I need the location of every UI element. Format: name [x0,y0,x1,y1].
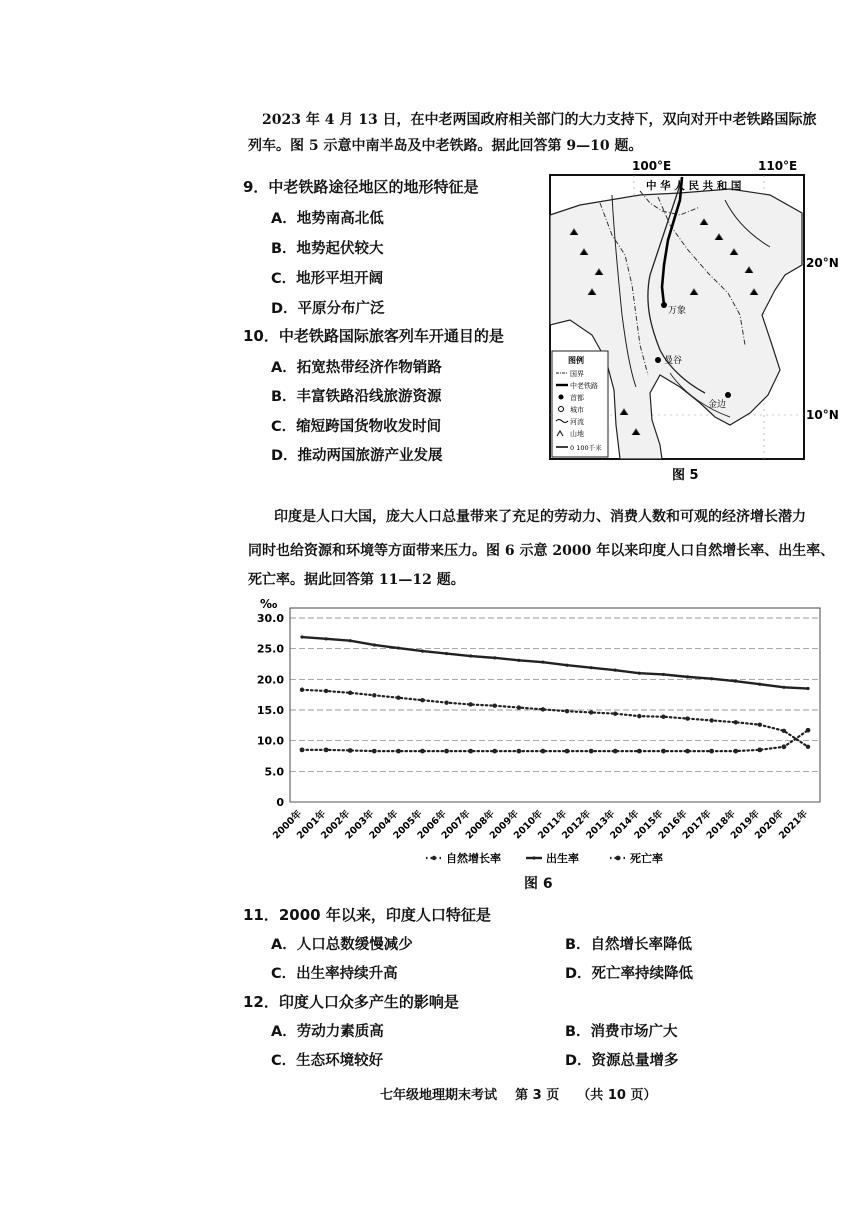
series-0-point [517,705,521,709]
legend-label: 死亡率 [630,852,663,865]
chart-x-tick-label: 2012年 [560,808,594,842]
question-11-stem: 11．2000 年以来，印度人口特征是 [243,906,491,924]
chart-grid [290,608,820,802]
question-10-option-a[interactable]: A．拓宽热带经济作物销路 [271,360,442,376]
legend-marker [616,856,621,861]
series-1-point [493,656,496,659]
chart-caption: 图 6 [524,876,553,892]
series-1-point [324,637,327,640]
phnom-penh-marker [725,392,731,398]
series-2-point [661,749,666,754]
chart-x-tick-label: 2007年 [439,808,473,842]
series-1-point [445,652,448,655]
chart-x-tick-label: 2003年 [343,808,377,842]
chart-x-tick-label: 2004年 [367,808,401,842]
question-10-option-b[interactable]: B．丰富铁路沿线旅游资源 [271,389,442,405]
series-2-point [565,749,570,754]
chart-y-ticks [257,612,284,809]
series-2-point [444,749,449,754]
chart-x-tick-label: 2013年 [584,808,618,842]
series-0-point [589,710,593,714]
series-0-point [541,707,545,711]
series-0-point [396,696,400,700]
series-0-point [468,702,472,706]
bangkok-marker [655,357,661,363]
chart-y-tick-label: 20.0 [256,673,284,687]
series-2-point [685,749,690,754]
series-1-point [517,659,520,662]
chart-x-tick-label: 2008年 [463,808,497,842]
series-2-point [637,749,642,754]
chart-y-tick-label: 5.0 [264,765,284,779]
series-2-point [613,749,618,754]
legend-item-border: 国界 [570,370,584,378]
india-population-chart [248,592,848,882]
legend-marker [532,856,535,859]
city-vientiane: 万象 [668,306,687,316]
chart-y-unit: ‰ [260,597,278,611]
series-2-point [757,747,762,752]
series-1-point [806,687,809,690]
series-0-point [758,723,762,727]
series-0-point [661,715,665,719]
question-10-option-c[interactable]: C．缩短跨国货物收发时间 [271,419,442,435]
lon-left-label: 100°E [632,159,672,173]
series-2-point [782,744,787,749]
legend-capital-swatch [559,395,564,400]
series-line-1 [302,637,808,689]
series-0-point [613,711,617,715]
series-0-point [734,720,738,724]
map-legend [552,351,608,457]
series-0-point [444,700,448,704]
chart-x-tick-label: 2009年 [487,808,521,842]
intro-line-1: 2023 年 4 月 13 日，在中老两国政府相关部门的大力支持下，双向对开中老铁路国际旅 [262,112,817,128]
chart-x-tick-label: 2021年 [776,808,811,842]
series-2-point [492,749,497,754]
city-bangkok: 曼谷 [664,356,683,366]
series-1-point [638,672,641,675]
lon-right-label: 110°E [758,159,798,173]
question-11-option-a[interactable]: A．人口总数缓慢减少 [271,937,413,953]
series-0-point [372,693,376,697]
question-9-option-c[interactable]: C．地形平坦开阔 [271,271,384,287]
chart-x-tick-label: 2002年 [319,808,353,842]
series-0-point [709,718,713,722]
series-0-point [565,709,569,713]
question-9-stem: 9．中老铁路途径地区的地形特征是 [243,178,479,196]
chart-x-ticks [270,807,810,841]
series-1-point [686,675,689,678]
series-line-0 [302,690,808,747]
question-12-stem: 12．印度人口众多产生的影响是 [243,993,459,1011]
legend-label: 出生率 [546,852,579,865]
series-1-point [590,666,593,669]
series-2-point [300,747,305,752]
legend-title: 图例 [568,356,584,365]
map-caption: 图 5 [672,468,699,483]
series-2-point [733,749,738,754]
chart-x-tick-label: 2006年 [415,808,449,842]
series-1-point [662,673,665,676]
legend-item-river: 河流 [570,418,584,426]
chart-y-tick-label: 25.0 [256,642,284,656]
chart-y-tick-label: 15.0 [256,704,284,717]
series-2-point [468,749,473,754]
legend-item-mountain: 山地 [570,430,584,438]
series-2-point [541,749,546,754]
legend-item-scale: 0 100千米 [570,444,602,452]
intro2-line-1: 印度是人口大国，庞大人口总量带来了充足的劳动力、消费人数和可观的经济增长潜力 [274,509,806,525]
series-0-point [637,714,641,718]
series-1-point [565,664,568,667]
series-2-point [589,749,594,754]
city-phnom-penh: 金边 [708,400,727,410]
series-1-point [734,680,737,683]
question-9-option-d[interactable]: D．平原分布广泛 [271,301,385,317]
series-2-point [806,728,811,733]
chart-x-tick-label: 2000年 [270,808,305,842]
series-2-point [516,749,521,754]
chart-x-tick-label: 2005年 [391,808,425,842]
question-12-option-b[interactable]: B．消费市场广大 [565,1024,678,1040]
chart-x-tick-label: 2018年 [704,808,738,842]
chart-x-tick-label: 2017年 [680,808,714,842]
chart-series [300,635,811,753]
question-12-option-d[interactable]: D．资源总量增多 [565,1053,679,1069]
china-label: 中 华 人 民 共 和 国 [646,180,742,192]
chart-x-tick-label: 2001年 [295,808,329,842]
indochina-map [540,155,850,487]
question-11-option-b[interactable]: B．自然增长率降低 [565,937,693,953]
chart-x-tick-label: 2020年 [752,808,787,842]
series-2-point [372,749,377,754]
series-0-point [300,688,304,692]
series-2-point [348,748,353,753]
question-9-option-a[interactable]: A．地势南高北低 [271,211,384,227]
series-1-point [541,661,544,664]
series-1-point [300,635,303,638]
intro2-line-2: 同时也给资源和环境等方面带来压力。图 6 示意 2000 年以来印度人口自然增长率、出生率、 [248,543,835,559]
series-1-point [397,646,400,649]
legend-city-swatch [559,407,564,412]
series-0-point [324,689,328,693]
question-12-option-a[interactable]: A．劳动力素质高 [271,1024,384,1040]
chart-y-tick-label: 0 [276,796,284,809]
legend-label: 自然增长率 [446,852,501,865]
chart-x-tick-label: 2010年 [511,808,546,842]
chart-y-tick-label: 10.0 [256,734,284,748]
series-0-point [493,704,497,708]
chart-x-tick-label: 2016年 [656,808,690,842]
question-11-option-d[interactable]: D．死亡率持续降低 [565,966,694,982]
question-9-option-b[interactable]: B．地势起伏较大 [271,241,384,257]
chart-x-tick-label: 2011年 [535,808,570,842]
legend-marker [432,856,436,860]
vientiane-marker [661,302,667,308]
chart-x-tick-label: 2014年 [608,808,642,842]
series-1-point [782,686,785,689]
series-2-point [396,749,401,754]
series-0-point [420,698,424,702]
chart-x-tick-label: 2015年 [632,808,666,842]
series-0-point [806,745,810,749]
series-1-point [710,677,713,680]
lat-bottom-label: 10°N [806,408,839,422]
page-footer: 七年级地理期末考试 第 3 页 （共 10 页） [380,1088,657,1103]
chart-y-tick-label: 30.0 [256,612,284,625]
question-11-option-c[interactable]: C．出生率持续升高 [271,966,398,982]
legend-item-capital: 首都 [570,394,584,402]
series-1-point [469,654,472,657]
legend-item-railway: 中老铁路 [570,382,598,390]
chart-x-tick-label: 2019年 [728,808,762,842]
series-0-point [685,716,689,720]
chart-plot-frame [290,608,820,802]
series-2-point [324,747,329,752]
question-10-option-d[interactable]: D．推动两国旅游产业发展 [271,448,443,464]
series-1-point [373,643,376,646]
series-2-point [420,749,425,754]
series-1-point [758,683,761,686]
lat-top-label: 20°N [806,256,839,270]
intro2-line-3: 死亡率。据此回答第 11—12 题。 [248,572,465,588]
chart-legend [426,851,663,865]
series-0-point [348,691,352,695]
question-12-option-c[interactable]: C．生态环境较好 [271,1053,384,1069]
series-0-point [782,729,786,733]
series-1-point [349,639,352,642]
series-2-point [709,749,714,754]
intro-line-2: 列车。图 5 示意中南半岛及中老铁路。据此回答第 9—10 题。 [248,138,643,154]
series-1-point [614,669,617,672]
legend-item-city: 城市 [570,406,584,414]
series-1-point [421,650,424,653]
question-10-stem: 10．中老铁路国际旅客列车开通目的是 [243,327,504,345]
